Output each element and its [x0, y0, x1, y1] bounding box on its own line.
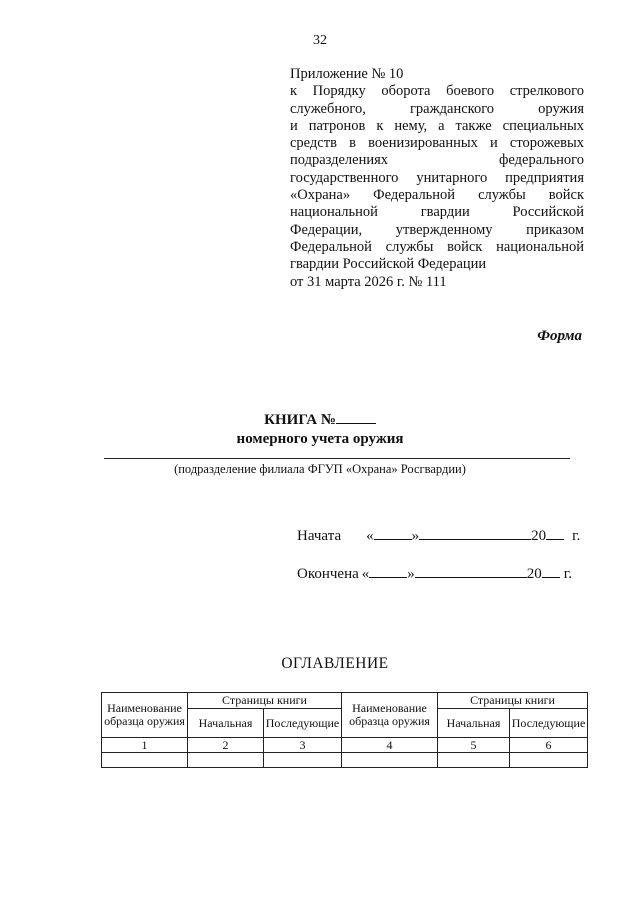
toc-table — [101, 692, 588, 768]
table-cell[interactable] — [188, 753, 264, 768]
table-cell[interactable] — [264, 753, 342, 768]
appendix-line: гвардии Российской Федерации — [290, 256, 487, 273]
table-cell[interactable] — [102, 753, 188, 768]
appendix-line: подразделениях федерального — [290, 152, 584, 169]
header-next-pages: Последующие — [264, 709, 342, 738]
table-row — [102, 753, 588, 768]
appendix-line: служебного, гражданского оружия — [290, 100, 584, 117]
table-cell[interactable] — [510, 753, 588, 768]
month-blank — [415, 563, 527, 578]
appendix-line: от 31 марта 2026 г. № 111 — [290, 273, 447, 290]
subdivision-underline — [104, 458, 570, 459]
column-number: 6 — [510, 738, 588, 753]
appendix-line: национальной гвардии Российской — [290, 204, 584, 221]
date-ended-label: Окончена — [297, 566, 359, 582]
appendix-line: «Охрана» Федеральной службы войск — [290, 187, 584, 204]
form-label: Форма — [537, 328, 582, 344]
appendix-line: средств в военизированных и сторожевых — [290, 135, 584, 152]
date-ended-row — [297, 563, 572, 583]
book-number-label: КНИГА № — [264, 412, 336, 428]
column-number: 1 — [102, 738, 188, 753]
appendix-line: к Порядку оборота боевого стрелкового — [290, 83, 584, 100]
column-number: 4 — [342, 738, 438, 753]
book-title-line — [0, 411, 640, 430]
header-book-pages: Страницы книги — [188, 693, 342, 709]
day-blank — [369, 563, 407, 578]
book-subtitle: номерного учета оружия — [236, 431, 404, 447]
column-number: 5 — [438, 738, 510, 753]
close-quote: » — [411, 528, 420, 544]
header-weapon-name: Наименование образца оружия — [102, 693, 188, 738]
appendix-line: Федеральной службы войск национальной — [290, 238, 584, 255]
column-number: 3 — [264, 738, 342, 753]
header-first-page: Начальная — [188, 709, 264, 738]
page-number: 32 — [313, 33, 327, 48]
century: 20 — [526, 566, 542, 582]
century: 20 — [531, 528, 547, 544]
date-started-row — [297, 525, 580, 545]
column-number: 2 — [188, 738, 264, 753]
appendix-block — [290, 66, 584, 291]
open-quote: « — [361, 566, 370, 582]
header-weapon-name: Наименование образца оружия — [342, 693, 438, 738]
year-blank — [542, 563, 560, 578]
year-blank — [546, 525, 564, 540]
book-number-blank — [336, 411, 376, 424]
book-title — [0, 411, 640, 449]
close-quote: » — [407, 566, 415, 582]
header-first-page: Начальная — [438, 709, 510, 738]
year-suffix: г. — [572, 528, 581, 544]
year-suffix: г. — [563, 566, 572, 582]
appendix-line: государственного унитарного предприятия — [290, 169, 584, 186]
day-blank — [374, 525, 412, 540]
open-quote: « — [366, 528, 374, 544]
month-blank — [419, 525, 531, 540]
toc-heading: ОГЛАВЛЕНИЕ — [281, 655, 389, 672]
date-started-label: Начата — [297, 528, 342, 544]
subdivision-caption: (подразделение филиала ФГУП «Охрана» Росгвардии) — [174, 462, 466, 476]
appendix-line: Федерации, утвержденному приказом — [290, 221, 584, 238]
appendix-line: Приложение № 10 — [290, 66, 404, 82]
appendix-line: и патронов к нему, а также специальных — [290, 117, 584, 134]
header-book-pages: Страницы книги — [438, 693, 588, 709]
table-cell[interactable] — [342, 753, 438, 768]
header-next-pages: Последующие — [510, 709, 588, 738]
table-cell[interactable] — [438, 753, 510, 768]
